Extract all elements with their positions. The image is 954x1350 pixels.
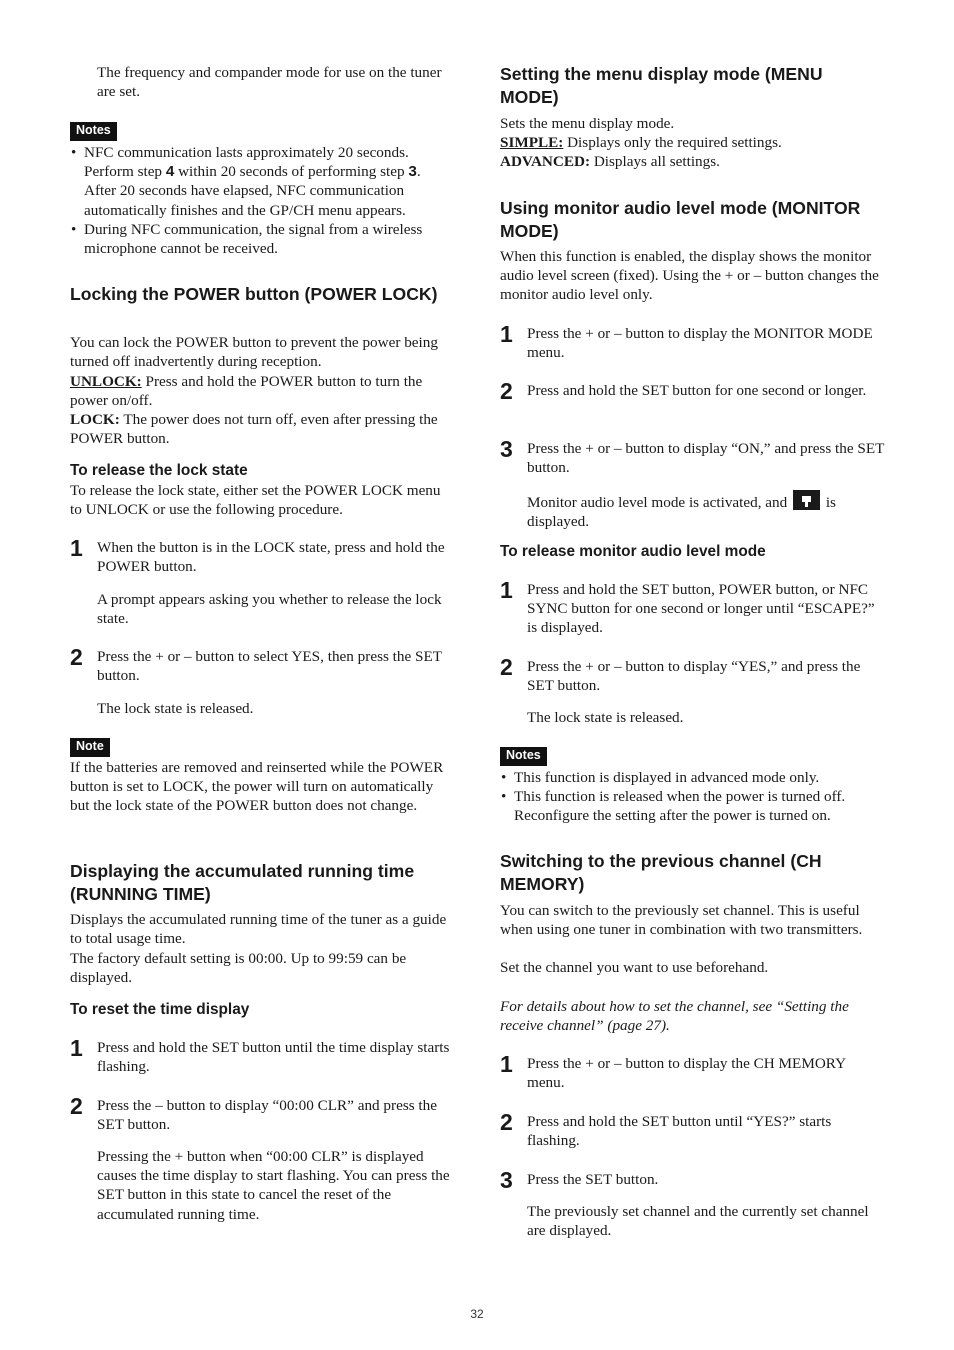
monitor-mode-icon [793, 490, 820, 510]
heading-ch-memory: Switching to the previous channel (CH MEMORY) [500, 851, 822, 894]
power-lock-desc: You can lock the POWER button to prevent the power being turned off inadvertently during reception. [70, 334, 438, 371]
step-number: 2 [500, 654, 513, 680]
running-time-desc-2: The factory default setting is 00:00. Up to 99:59 can be displayed. [70, 950, 407, 987]
step-number: 1 [500, 321, 513, 347]
notes-tag: Notes [500, 747, 547, 766]
page-number: 32 [470, 1307, 484, 1321]
running-time-desc-1: Displays the accumulated running time of the tuner as a guide to total usage time. [70, 911, 447, 948]
lock-step-2-result: The lock state is released. [97, 700, 254, 717]
ch-step-3 [500, 1167, 885, 1193]
monitor-step-1 [500, 321, 885, 362]
step-text: Press the + or – button to display “YES,” and press the SET button. [527, 658, 861, 695]
note-tag: Note [70, 738, 110, 757]
notes-list-nfc [70, 143, 455, 258]
lock-step-1-result: A prompt appears asking you whether to release the lock state. [97, 591, 442, 628]
step-number: 3 [500, 1167, 513, 1193]
reset-step-2 [70, 1093, 455, 1134]
menu-mode-advanced: ADVANCED: Displays all settings. [500, 153, 720, 170]
ch-step-1 [500, 1051, 885, 1092]
menu-mode-simple: SIMPLE: Displays only the required settings. [500, 134, 782, 151]
note-item-nfc-signal: • During NFC communication, the signal from a wireless microphone cannot be received. [70, 220, 455, 258]
reset-step-1 [70, 1035, 455, 1076]
step-text: When the button is in the LOCK state, press and hold the POWER button. [97, 539, 445, 576]
notes-list-monitor [500, 768, 885, 826]
advanced-label: ADVANCED: [500, 153, 591, 170]
step-number: 2 [70, 644, 83, 670]
step-text: Press the SET button. [527, 1171, 659, 1188]
step-number: 1 [70, 1035, 83, 1061]
heading-running-time: Displaying the accumulated running time (RUNNING TIME) [70, 861, 415, 904]
monitor-step-3-result: Monitor audio level mode is activated, and is displayed. [500, 490, 885, 531]
note-block-batteries [70, 736, 455, 757]
release-monitor-step-2 [500, 654, 885, 695]
ch-step-2 [500, 1109, 885, 1150]
notes-tag: Notes [70, 122, 117, 141]
monitor-step-2 [500, 378, 885, 404]
simple-label: SIMPLE: [500, 134, 564, 151]
step-text: Press the + or – button to display “ON,” and press the SET button. [527, 440, 885, 477]
step-text: Press and hold the SET button for one second or longer. [527, 382, 867, 399]
subheading-release-lock: To release the lock state [70, 462, 248, 479]
step-number: 1 [500, 577, 513, 603]
reset-step-2-result: Pressing the + button when “00:00 CLR” is displayed causes the time display to start flashing. You can press the SET button in this state to cancel the reset of the accumulated running time. [97, 1148, 450, 1223]
intro-text: The frequency and compander mode for use on the tuner are set. [97, 64, 442, 101]
step-text: Press and hold the SET button, POWER button, or NFC SYNC button for one second or longer until “ESCAPE?” is displayed. [527, 581, 875, 637]
subheading-release-monitor: To release monitor audio level mode [500, 543, 766, 560]
step-text: Press the + or – button to display the CH MEMORY menu. [527, 1055, 846, 1092]
note-item-power-off: • This function is released when the power is turned off. Reconfigure the setting after the power is turned on. [500, 787, 885, 825]
step-number: 2 [500, 378, 513, 404]
note-item-advanced-only: • This function is displayed in advanced mode only. [500, 768, 885, 787]
notes-block-monitor [500, 745, 885, 766]
subheading-reset-time: To reset the time display [70, 1001, 250, 1018]
monitor-step-3 [500, 436, 885, 477]
step-number: 1 [70, 535, 83, 561]
lock-label: LOCK: [70, 411, 120, 428]
step-number: 1 [500, 1051, 513, 1077]
ch-step-3-result: The previously set channel and the currently set channel are displayed. [527, 1203, 869, 1240]
step-text: Press the + or – button to select YES, then press the SET button. [97, 648, 442, 685]
release-lock-desc: To release the lock state, either set the POWER LOCK menu to UNLOCK or use the following procedure. [70, 482, 441, 519]
step-text: Press and hold the SET button until the time display starts flashing. [97, 1039, 450, 1076]
step-number: 2 [70, 1093, 83, 1119]
note-batteries-text: If the batteries are removed and reinserted while the POWER button is set to LOCK, the power will turn on automatically but the lock state of the POWER button does not change. [70, 759, 444, 815]
release-monitor-step-2-result: The lock state is released. [527, 709, 684, 726]
notes-block-nfc [70, 120, 455, 141]
power-lock-unlock: UNLOCK: Press and hold the POWER button to turn the power on/off. [70, 373, 423, 410]
step-text: Press the – button to display “00:00 CLR” and press the SET button. [97, 1097, 437, 1134]
menu-mode-desc: Sets the menu display mode. [500, 115, 675, 132]
power-lock-lock: LOCK: The power does not turn off, even after pressing the POWER button. [70, 411, 438, 448]
step-number: 2 [500, 1109, 513, 1135]
monitor-mode-desc: When this function is enabled, the display shows the monitor audio level screen (fixed). Using the + or – button changes the monitor audio level only. [500, 248, 879, 304]
heading-monitor-mode: Using monitor audio level mode (MONITOR MODE) [500, 198, 861, 241]
ch-memory-desc-1: You can switch to the previously set channel. This is useful when using one tuner in combination with two transmitters. [500, 902, 863, 939]
step-text: Press the + or – button to display the MONITOR MODE menu. [527, 325, 873, 362]
lock-step-2 [70, 644, 455, 685]
ch-memory-desc-2: Set the channel you want to use beforehand. [500, 959, 769, 976]
heading-power-lock: Locking the POWER button (POWER LOCK) [70, 284, 438, 304]
lock-step-1 [70, 535, 455, 576]
release-monitor-step-1 [500, 577, 885, 638]
step-text: Press and hold the SET button until “YES?” starts flashing. [527, 1113, 832, 1150]
ch-memory-reference: For details about how to set the channel, see “Setting the receive channel” (page 27). [500, 998, 849, 1035]
step-number: 3 [500, 436, 513, 462]
unlock-label: UNLOCK: [70, 373, 142, 390]
heading-menu-mode: Setting the menu display mode (MENU MODE) [500, 64, 823, 107]
note-item-nfc-duration: • NFC communication lasts approximately 20 seconds. Perform step 4 within 20 seconds of performing step 3. After 20 seconds have elapsed, NFC communication automatically finishes and the GP/CH menu appears. [70, 143, 455, 220]
